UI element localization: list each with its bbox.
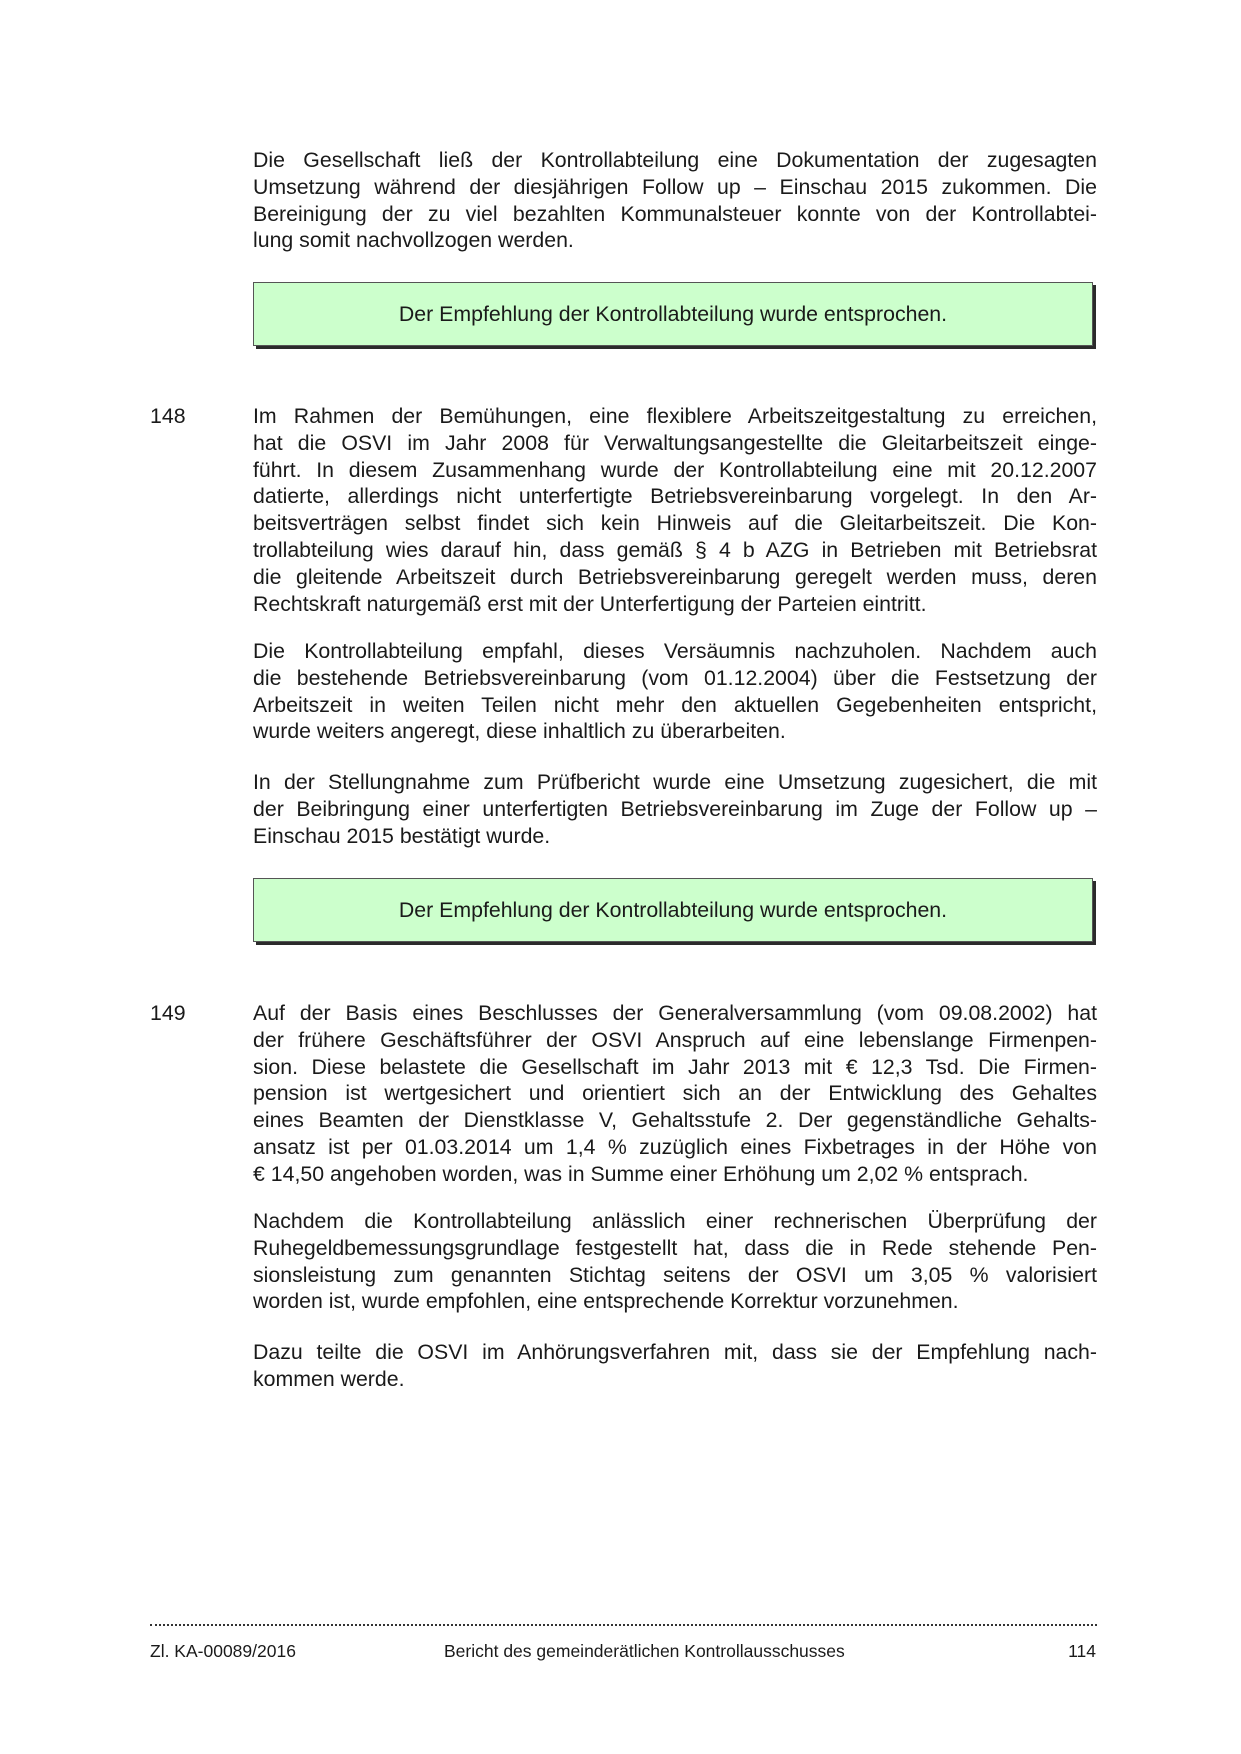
text-line: sion. Diese belastete die Gesellschaft im Jahr 2013 mit € 12,3 Tsd. Die Firmen- — [253, 1054, 1097, 1079]
section-149-paragraph-2 — [253, 1208, 1097, 1315]
text-line: der frühere Geschäftsführer der OSVI Anspruch auf eine lebenslange Firmenpen- — [253, 1027, 1097, 1052]
recommendation-status-box — [253, 878, 1093, 942]
text-line: die gleitende Arbeitszeit durch Betriebsvereinbarung geregelt werden muss, deren — [253, 564, 1097, 589]
text-line: führt. In diesem Zusammenhang wurde der Kontrollabteilung eine mit 20.12.2007 — [253, 457, 1097, 482]
text-line: trollabteilung wies darauf hin, dass gemäß § 4 b AZG in Betrieben mit Betriebsrat — [253, 537, 1097, 562]
section-149-paragraph-3 — [253, 1339, 1097, 1393]
recommendation-status-text: Der Empfehlung der Kontrollabteilung wurde entsprochen. — [398, 301, 948, 326]
text-line: hat die OSVI im Jahr 2008 für Verwaltungsangestellte die Gleitarbeitszeit einge- — [253, 430, 1097, 455]
text-line: Auf der Basis eines Beschlusses der Generalversammlung (vom 09.08.2002) hat — [253, 1001, 1097, 1025]
text-line: ansatz ist per 01.03.2014 um 1,4 % zuzüglich eines Fixbetrages in der Höhe von — [253, 1134, 1097, 1159]
text-line: Die Kontrollabteilung empfahl, dieses Versäumnis nachzuholen. Nachdem auch — [253, 639, 1097, 663]
text-line: sionsleistung zum genannten Stichtag seitens der OSVI um 3,05 % valorisiert — [253, 1262, 1097, 1287]
section-number-149: 149 — [150, 1001, 186, 1025]
text-line: beitsverträgen selbst findet sich kein Hinweis auf die Gleitarbeitszeit. Die Kon- — [253, 511, 1097, 536]
text-line: Die Gesellschaft ließ der Kontrollabteilung eine Dokumentation der zugesagten — [253, 148, 1097, 172]
text-line: Nachdem die Kontrollabteilung anlässlich einer rechnerischen Überprüfung der — [253, 1209, 1097, 1233]
recommendation-status-box — [253, 282, 1093, 346]
section-148-paragraph-1 — [253, 403, 1097, 617]
section-148-paragraph-3 — [253, 769, 1097, 849]
text-line: Im Rahmen der Bemühungen, eine flexiblere Arbeitszeitgestaltung zu erreichen, — [253, 404, 1097, 428]
footer-title: Bericht des gemeinderätlichen Kontrollausschusses — [444, 1641, 845, 1661]
text-line: der Beibringung einer unterfertigten Betriebsvereinbarung im Zuge der Follow up – — [253, 796, 1097, 821]
text-line: datierte, allerdings nicht unterfertigte Betriebsvereinbarung vorgelegt. In den Ar- — [253, 484, 1097, 509]
text-line: pension ist wertgesichert und orientiert sich an der Entwicklung des Gehaltes — [253, 1081, 1097, 1106]
text-line: worden ist, wurde empfohlen, eine entsprechende Korrektur vorzunehmen. — [253, 1289, 959, 1314]
text-line: lung somit nachvollzogen werden. — [253, 228, 574, 253]
section-number-148: 148 — [150, 404, 186, 428]
text-line: Rechtskraft naturgemäß erst mit der Unterfertigung der Parteien eintritt. — [253, 591, 927, 616]
text-line: € 14,50 angehoben worden, was in Summe einer Erhöhung um 2,02 % entsprach. — [253, 1161, 1029, 1186]
footer-divider — [150, 1624, 1097, 1626]
text-line: wurde weiters angeregt, diese inhaltlich zu überarbeiten. — [253, 719, 786, 744]
text-line: kommen werde. — [253, 1366, 405, 1391]
page-number: 114 — [1068, 1641, 1096, 1661]
section-149-paragraph-1 — [253, 1000, 1097, 1188]
text-line: Bereinigung der zu viel bezahlten Kommunalsteuer konnte von der Kontrollabtei- — [253, 201, 1097, 226]
text-line: Dazu teilte die OSVI im Anhörungsverfahren mit, dass sie der Empfehlung nach- — [253, 1340, 1097, 1364]
text-line: Ruhegeldbemessungsgrundlage festgestellt hat, dass die in Rede stehende Pen- — [253, 1235, 1097, 1260]
text-line: Einschau 2015 bestätigt wurde. — [253, 823, 551, 848]
intro-paragraph — [253, 147, 1097, 254]
recommendation-status-text: Der Empfehlung der Kontrollabteilung wurde entsprochen. — [398, 897, 948, 922]
text-line: die bestehende Betriebsvereinbarung (vom 01.12.2004) über die Festsetzung der — [253, 665, 1097, 690]
text-line: eines Beamten der Dienstklasse V, Gehaltsstufe 2. Der gegenständliche Gehalts- — [253, 1108, 1097, 1133]
text-line: Umsetzung während der diesjährigen Follow up – Einschau 2015 zukommen. Die — [253, 174, 1097, 199]
text-line: Arbeitszeit in weiten Teilen nicht mehr den aktuellen Gegebenheiten entspricht, — [253, 692, 1097, 717]
text-line: In der Stellungnahme zum Prüfbericht wurde eine Umsetzung zugesichert, die mit — [253, 770, 1097, 794]
footer-reference: Zl. KA-00089/2016 — [150, 1641, 296, 1661]
section-148-paragraph-2 — [253, 638, 1097, 745]
